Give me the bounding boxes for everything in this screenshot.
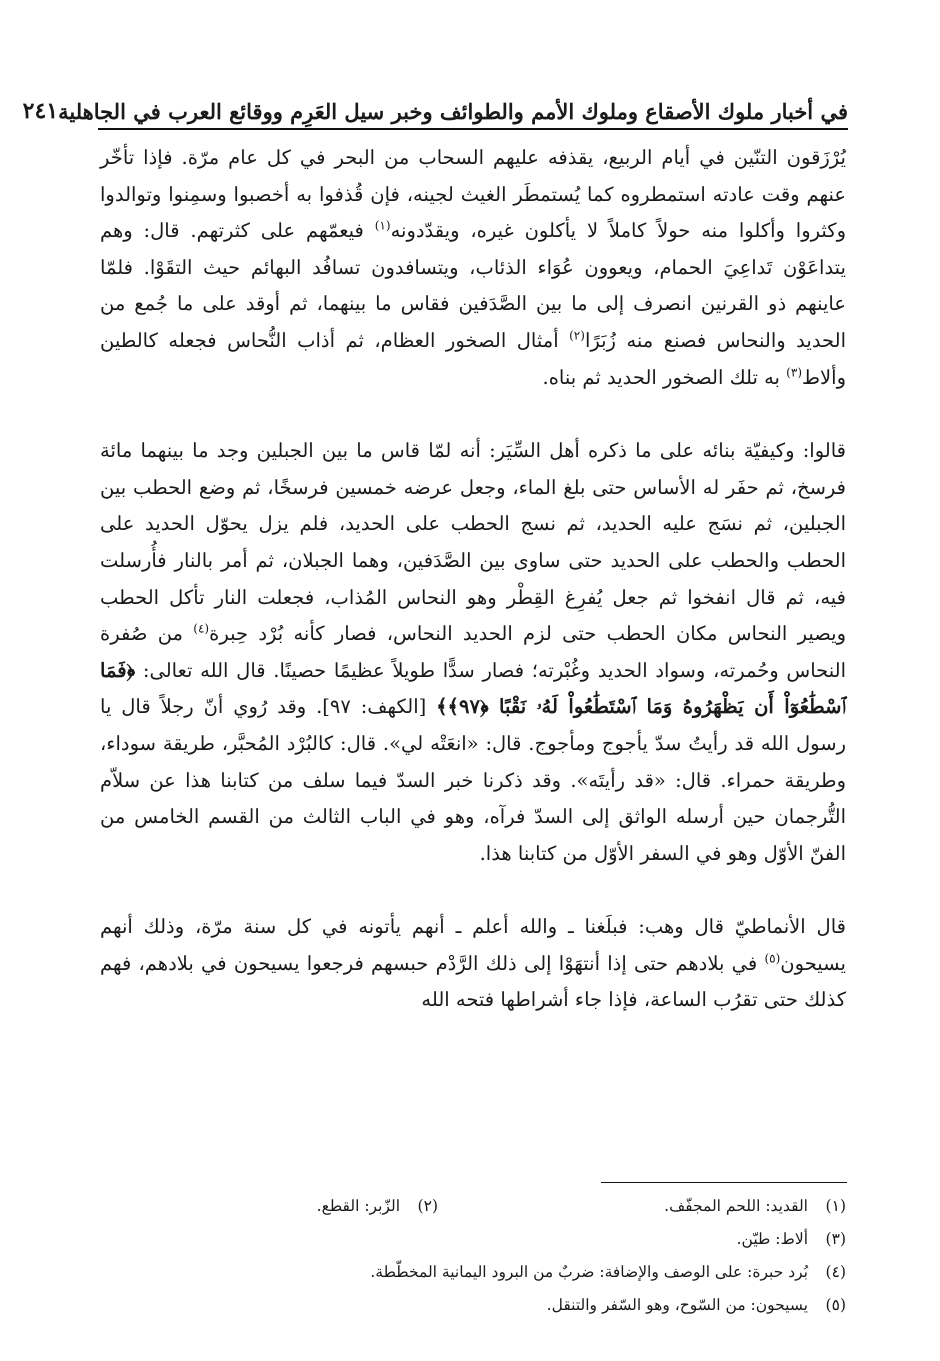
footnote-number: (١) — [825, 1197, 846, 1215]
text-run: من صُفرة النحاس وحُمرته، وسواد الحديد وغُبْرته؛ فصار سدًّا طويلاً عظيمًا حصينًا. قال الله تعالى: — [100, 622, 846, 682]
footnote-divider — [601, 1182, 847, 1183]
main-text — [100, 140, 846, 1019]
paragraph — [100, 433, 846, 872]
footnote-ref: (٥) — [764, 951, 781, 966]
running-header — [22, 84, 848, 130]
footnote-text: ألاط: طيّن. — [736, 1230, 808, 1248]
text-run: فيعمّهم على كثرتهم. قال: وهم يتداعَوْن تَداعِيَ الحمام، ويعوون عُوَاء الذئاب، ويتسافدون تسافُد البهائم حيث التقَوْا. فلمّا عاينهم ذو القرنين انصرف إلى ما بين الصَّدَفين فقاس ما بينهما، ثم أوقد على ما جُمع من الحديد والنحاس فصنع منه زُبَرًا — [100, 219, 846, 352]
footnote-row — [100, 1289, 846, 1322]
text-run: أمثال الصخور العظام، ثم أذاب النُّحاس فجعله كالطين وألاط — [100, 328, 846, 389]
footnote-number: (٢) — [417, 1197, 438, 1215]
footnote-ref: (١) — [374, 218, 391, 233]
footnote-ref: (٣) — [786, 365, 802, 380]
text-run: [الكهف: ٩٧]. وقد رُوي أنّ رجلاً قال يا رسول الله قد رأيتُ سدّ يأجوج ومأجوج. قال: «انعَتْه لي». قال: كالبُرْد المُحبَّر، طريقة سوداء، وطريقة حمراء. قال: «قد رأيتَه». وقد ذكرنا خبر السدّ فيما سلف من كتابنا هذا عن سلاّم التُّرجمان حين أرسله الواثق إلى السدّ فرآه، وهو في الباب الثالث من القسم الخامس من الفنّ الأوّل وهو في السفر الأوّل من كتابنا هذا. — [100, 695, 846, 865]
text-run: قال الأنماطيّ قال وهب: فبلَغنا ـ والله أعلم ـ أنهم يأتونه في كل سنة مرّة، وذلك أنهم يسيحون — [100, 915, 846, 975]
text-run: يُرْزَقون التنّين في أيام الربيع، يقذفه عليهم السحاب من البحر في كل عام مرّة. فإذا تأخّر عنهم وقت عادته استمطروه كما يُستمطَر الغيث لجينه، فإن قُذفوا به أخصبوا وسمِنوا وتوالدوا وكثروا وأكلوا منه حولاً كاملاً لا يأكلون غيره، ويقدّدونه — [100, 146, 846, 243]
paragraph — [100, 909, 846, 1019]
paragraph — [100, 140, 846, 396]
footnote-text: بُرد حبرة: على الوصف والإضافة: ضربٌ من البرود اليمانية المخطّطة. — [370, 1263, 808, 1281]
text-run: في بلادهم حتى إذا أنتهَوْا إلى ذلك الرَّدْم حبسهم فرجعوا يسيحون في بلادهم، فهم كذلك حتى تقرُب الساعة، فإذا جاء أشراطها فتحه الله — [100, 951, 846, 1012]
footnote-ref: (٤) — [193, 621, 210, 636]
footnote-text: القديد: اللحم المجفّف. — [664, 1197, 808, 1215]
header-title: في أخبار ملوك الأصقاع وملوك الأمم والطوائف وخبر سيل العَرِم ووقائع العرب في الجاهلية — [58, 99, 848, 124]
footnote-row — [100, 1190, 846, 1223]
footnote-ref: (٢) — [569, 328, 585, 343]
footnotes — [100, 1190, 846, 1322]
footnote-row — [100, 1256, 846, 1289]
text-run: به تلك الصخور الحديد ثم بناه. — [542, 365, 787, 389]
footnote-text: الزّبر: القطع. — [316, 1197, 400, 1215]
quran-quote: ﴿فَمَا ٱسْطَٰعُوٓاْ أَن يَظْهَرُوهُ وَمَا ٱسْتَطَٰعُواْ لَهُۥ نَقْبًا ﴿٩٧﴾﴾ — [100, 658, 846, 719]
footnote-number: (٣) — [825, 1230, 846, 1248]
footnote-text: يسيحون: من السّوح، وهو السّفر والتنقل. — [546, 1296, 808, 1314]
footnote-number: (٤) — [825, 1263, 846, 1281]
text-run: قالوا: وكيفيّة بنائه على ما ذكره أهل السِّيَر: أنه لمّا قاس ما بين الجبلين وجد ما بينهما مائة فرسخ، ثم حفَر له الأساس حتى بلغ الماء، وجعل عرضه خمسين فرسخًا، ثم وضع الحطب بين الجبلين، ثم نسَج عليه الحديد، ثم نسج الحطب على الحديد، فلم يزل يحوّل الحديد على الحطب والحطب على الحديد حتى ساوى بين الصَّدَفين، وهما الجبلان، ثم أمر بالنار فأُرسلت فيه، ثم قال انفخوا ثم جعل يُفرِغ القِطْر وهو النحاس المُذاب، فجعلت النار تأكل الحطب ويصير النحاس مكان الحطب حتى لزم الحديد النحاس، فصار كأنه بُرْد حِبرة — [100, 439, 846, 646]
page-number: ٢٤١ — [22, 98, 59, 124]
footnote-number: (٥) — [825, 1296, 846, 1314]
footnote-row — [100, 1223, 846, 1256]
